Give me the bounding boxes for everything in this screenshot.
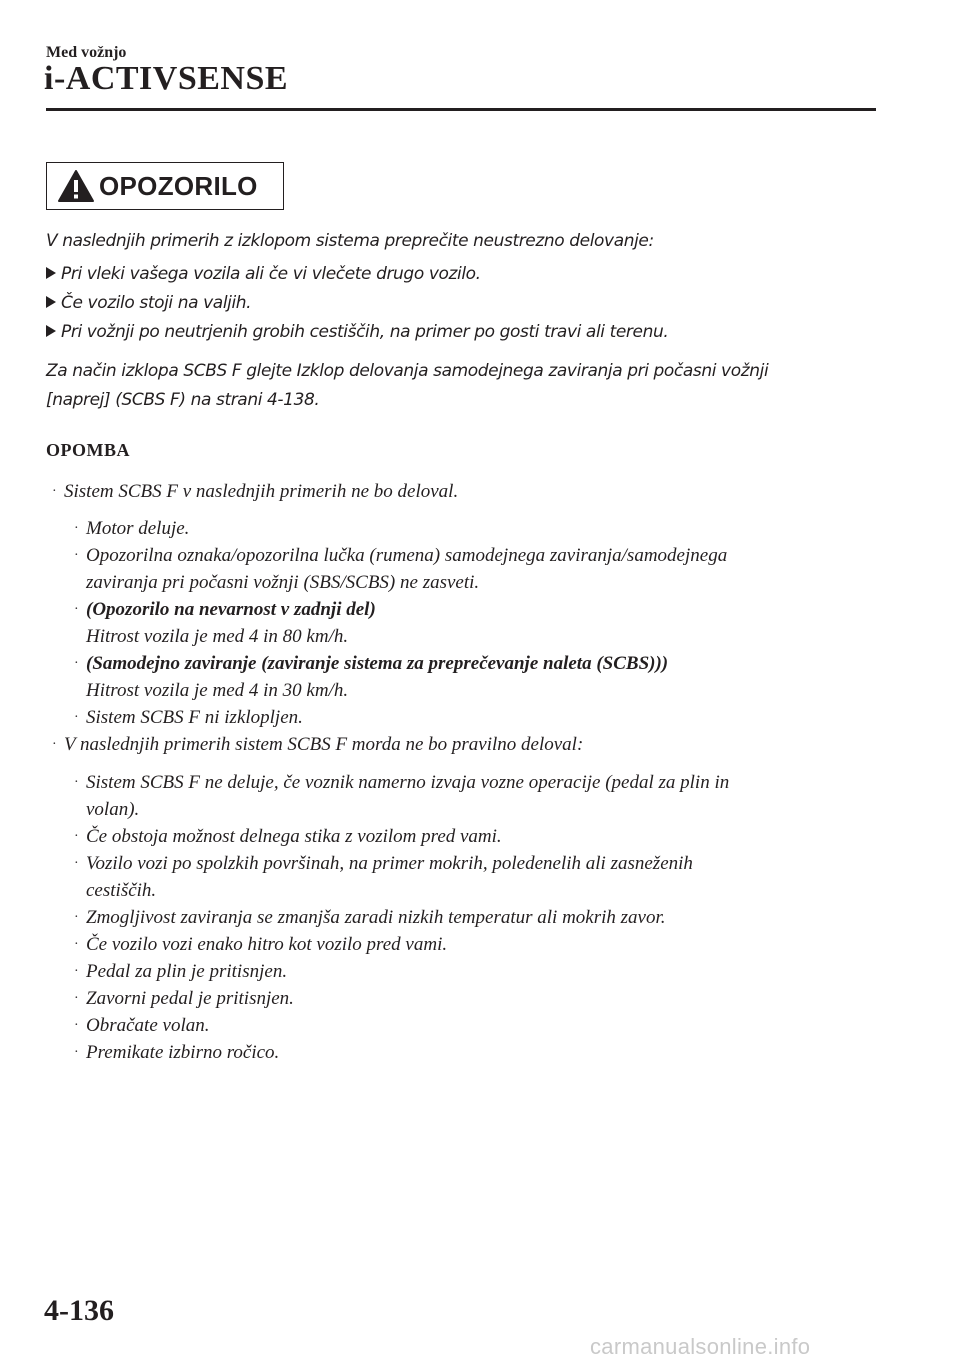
- warning-item: [46, 293, 866, 313]
- note-text: Sistem SCBS F ne deluje, če voznik namerno izvaja vozne operacije (pedal za plin in: [86, 772, 730, 793]
- arrow-bullet-icon: [46, 325, 56, 337]
- note-text: Hitrost vozila je med 4 in 80 km/h.: [86, 626, 349, 647]
- note-item: [74, 850, 876, 904]
- arrow-bullet-icon: [46, 296, 56, 308]
- note-item: [74, 823, 876, 850]
- note-text: Hitrost vozila je med 4 in 30 km/h.: [86, 680, 349, 701]
- note-item: [74, 515, 876, 542]
- note-text: Sistem SCBS F v naslednjih primerih ne bo deloval.: [64, 481, 459, 502]
- note-item: [74, 596, 876, 650]
- note-text: Zmogljivost zaviranja se zmanjša zaradi nizkih temperatur ali mokrih zavor.: [86, 907, 666, 928]
- bullet-dot-icon: ·: [52, 484, 57, 499]
- arrow-bullet-icon: [46, 267, 56, 279]
- note-item: [74, 1012, 876, 1039]
- note-item: [74, 542, 876, 596]
- note-item: [74, 1039, 876, 1066]
- note-text: zaviranja pri počasni vožnji (SBS/SCBS) ne zasveti.: [86, 572, 480, 593]
- bullet-dot-icon: ·: [74, 656, 79, 671]
- bullet-dot-icon: ·: [74, 829, 79, 844]
- warning-reference: [46, 357, 866, 415]
- bullet-dot-icon: ·: [74, 521, 79, 536]
- note-item: [74, 985, 876, 1012]
- warning-box: [46, 162, 284, 210]
- note-item: [74, 904, 876, 931]
- bullet-dot-icon: ·: [74, 910, 79, 925]
- bullet-dot-icon: ·: [74, 856, 79, 871]
- note-group-title: [52, 478, 854, 505]
- note-item: [74, 769, 876, 823]
- warning-item-text: Če vozilo stoji na valjih.: [61, 293, 252, 313]
- bullet-dot-icon: ·: [74, 1045, 79, 1060]
- note-text: Če obstoja možnost delnega stika z vozilom pred vami.: [86, 826, 502, 847]
- warning-item: [46, 264, 866, 284]
- bullet-dot-icon: ·: [74, 1018, 79, 1033]
- note-text: Sistem SCBS F ni izklopljen.: [86, 707, 303, 728]
- warning-item: [46, 322, 866, 342]
- note-text: Pedal za plin je pritisnjen.: [86, 961, 288, 982]
- note-item: [74, 931, 876, 958]
- note-heading: OPOMBA: [46, 440, 130, 460]
- bullet-dot-icon: ·: [74, 602, 79, 617]
- header-rule: [46, 108, 876, 111]
- bullet-dot-icon: ·: [74, 775, 79, 790]
- warning-item-text: Pri vožnji po neutrjenih grobih cestiščih, na primer po gosti travi ali terenu.: [61, 322, 669, 342]
- bullet-dot-icon: ·: [74, 964, 79, 979]
- note-text: Obračate volan.: [86, 1015, 210, 1036]
- bullet-dot-icon: ·: [74, 710, 79, 725]
- note-text: Vozilo vozi po spolzkih površinah, na primer mokrih, poledenelih ali zasneženih: [86, 853, 693, 874]
- warning-reference-line: Za način izklopa SCBS F glejte Izklop delovanja samodejnega zaviranja pri počasni vožnji: [46, 361, 769, 381]
- note-text: cestiščih.: [86, 880, 157, 901]
- bullet-dot-icon: ·: [74, 548, 79, 563]
- note-text: Opozorilna oznaka/opozorilna lučka (rumena) samodejnega zaviranja/samodejnega: [86, 545, 728, 566]
- note-text: volan).: [86, 799, 140, 820]
- warning-triangle-icon: [57, 169, 95, 203]
- warning-intro: V naslednjih primerih z izklopom sistema preprečite neustrezno delovanje:: [46, 231, 654, 251]
- note-text: Motor deluje.: [86, 518, 190, 539]
- bullet-dot-icon: ·: [74, 991, 79, 1006]
- note-bold-text: (Opozorilo na nevarnost v zadnji del): [86, 599, 376, 620]
- warning-item-text: Pri vleki vašega vozila ali če vi vlečete drugo vozilo.: [61, 264, 481, 284]
- bullet-dot-icon: ·: [52, 737, 57, 752]
- note-text: Če vozilo vozi enako hitro kot vozilo pred vami.: [86, 934, 448, 955]
- section-label: Med vožnjo: [46, 44, 127, 61]
- note-item: [74, 704, 876, 731]
- bullet-dot-icon: ·: [74, 937, 79, 952]
- note-text: Zavorni pedal je pritisnjen.: [86, 988, 294, 1009]
- warning-reference-line: [naprej] (SCBS F) na strani 4-138.: [46, 390, 320, 410]
- note-text: V naslednjih primerih sistem SCBS F morda ne bo pravilno deloval:: [64, 734, 584, 755]
- chapter-title: i-ACTIVSENSE: [44, 60, 289, 97]
- note-item: [74, 958, 876, 985]
- watermark: carmanualsonline.info: [590, 1334, 811, 1359]
- warning-title: OPOZORILO: [99, 170, 258, 201]
- note-group-title: [52, 731, 854, 758]
- note-text: Premikate izbirno ročico.: [86, 1042, 280, 1063]
- page-number: 4-136: [44, 1294, 114, 1327]
- note-bold-text: (Samodejno zaviranje (zaviranje sistema za preprečevanje naleta (SCBS))): [86, 653, 669, 674]
- note-item: [74, 650, 876, 704]
